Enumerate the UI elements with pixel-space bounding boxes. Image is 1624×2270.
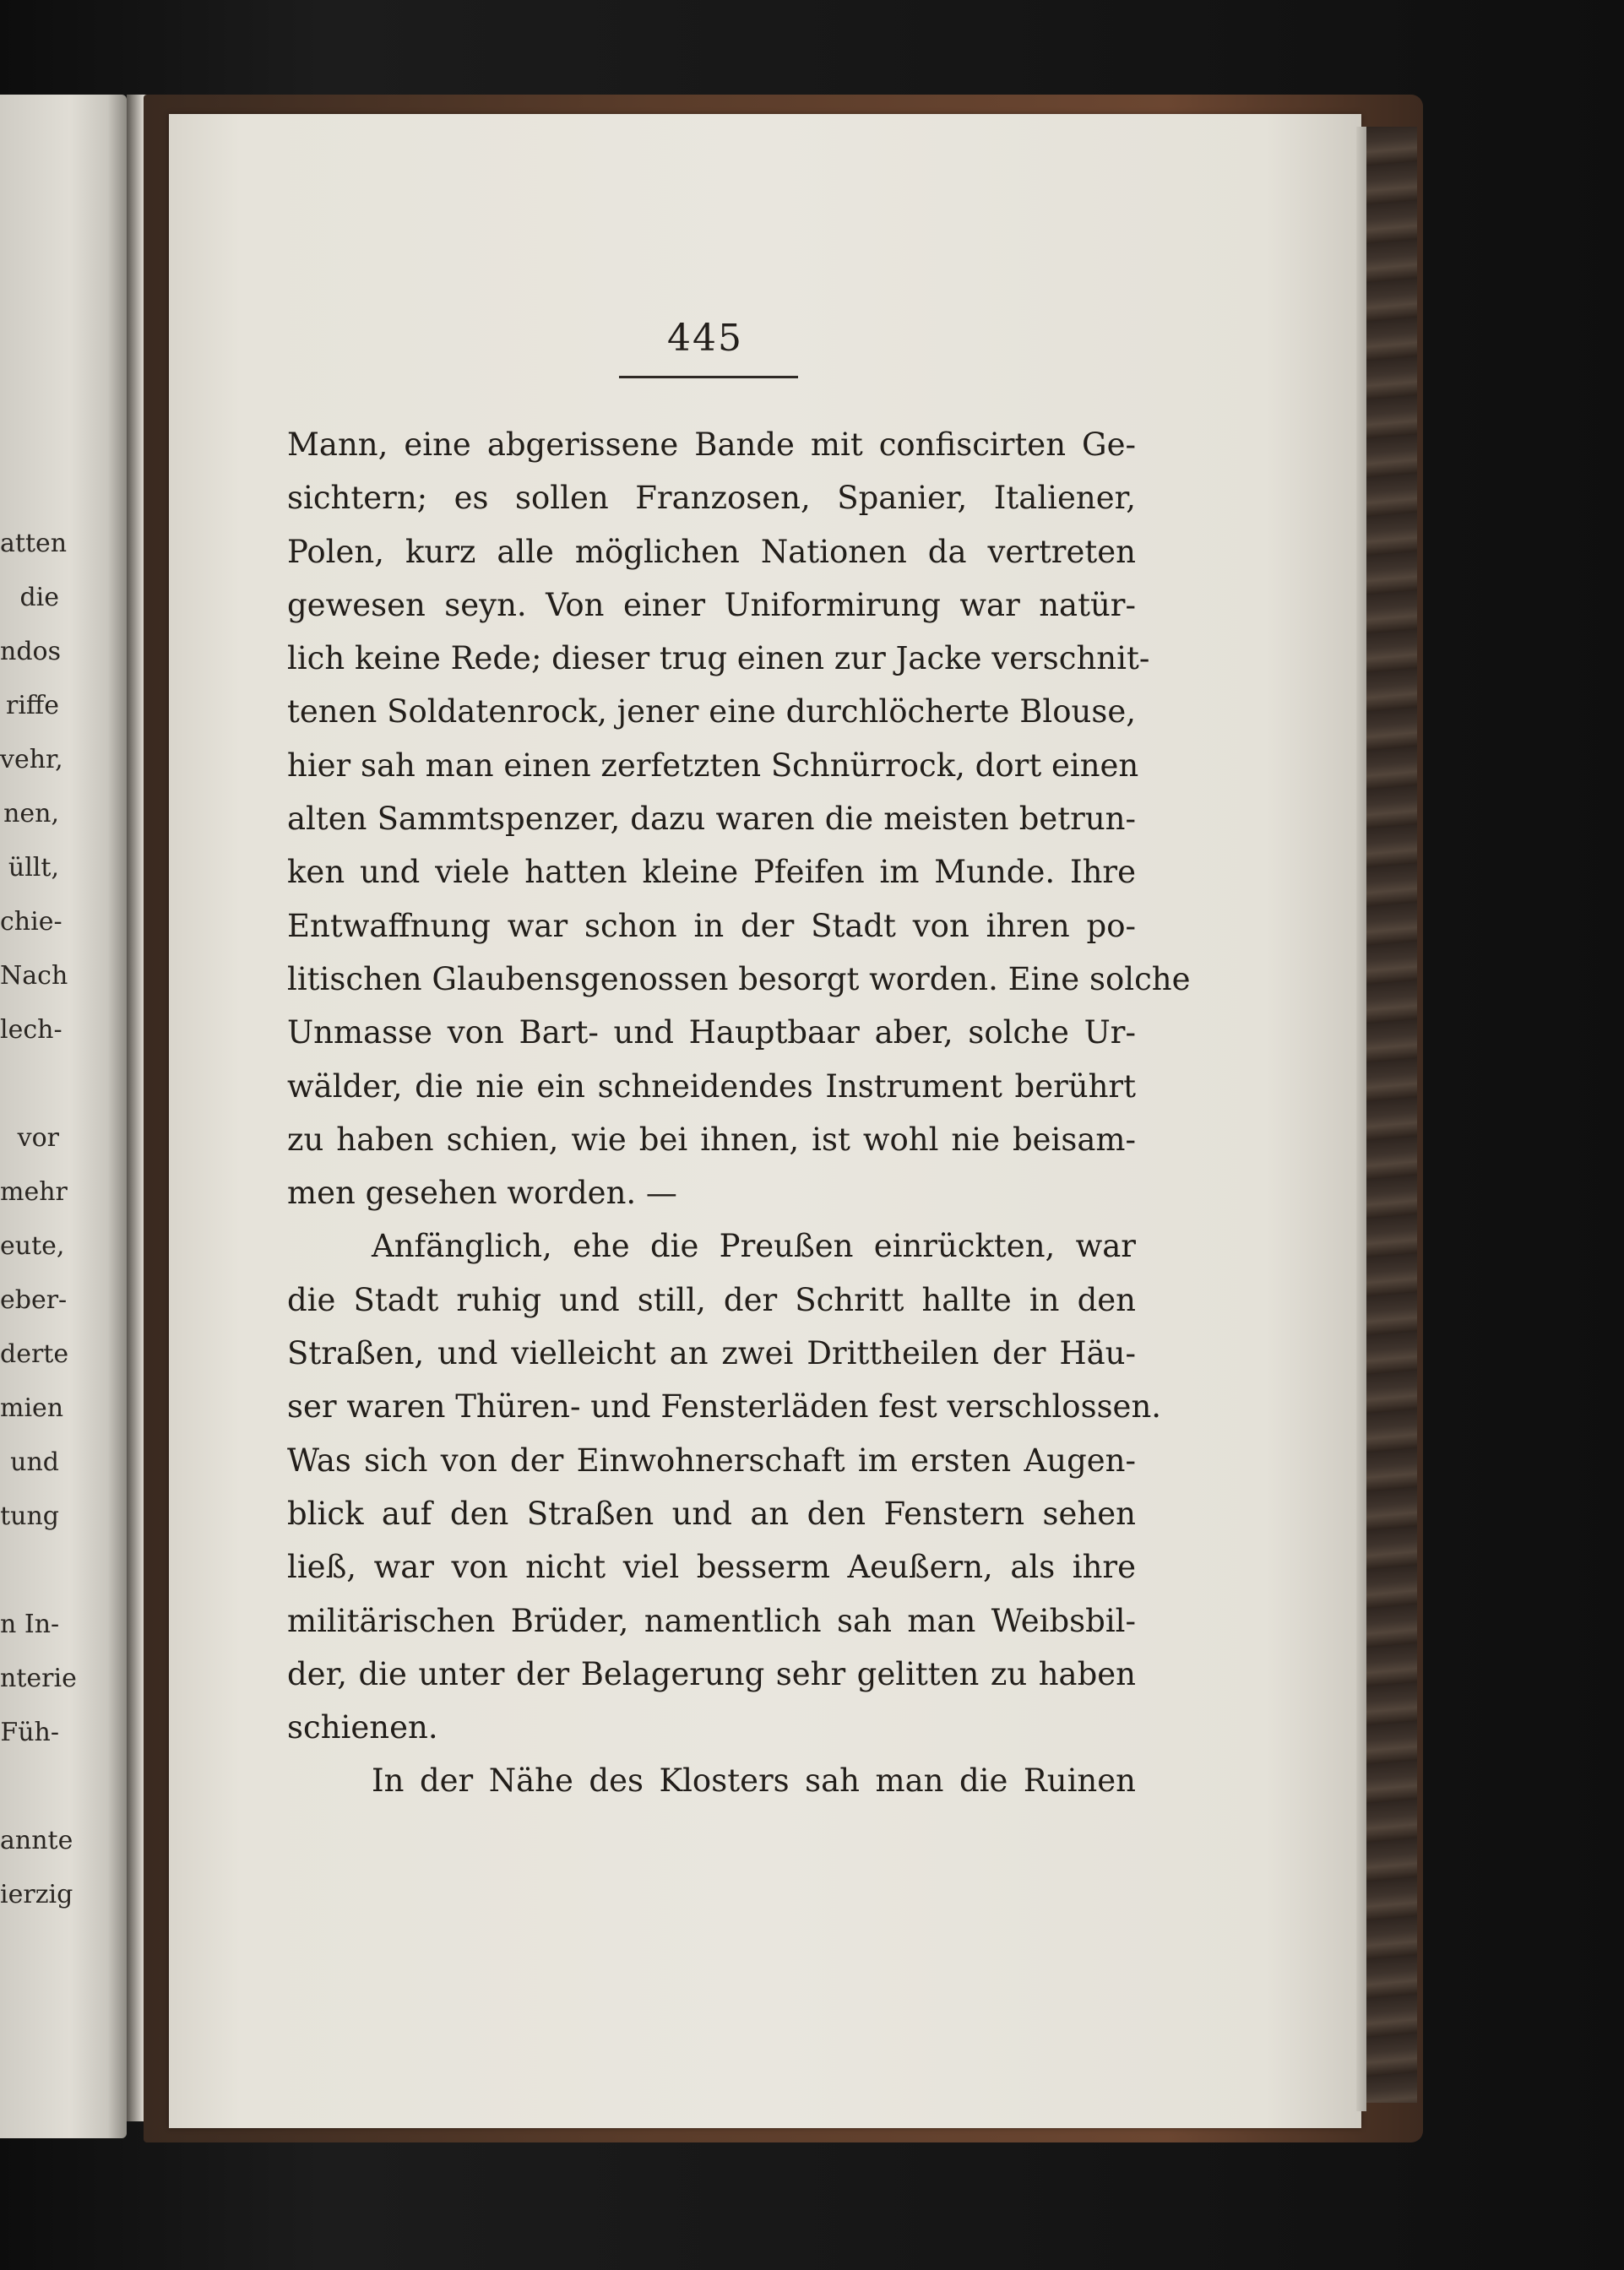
facing-page-fragment: die (19, 583, 59, 612)
page-stack-edge (1356, 127, 1366, 2111)
facing-page-fragment: vor (17, 1123, 59, 1153)
text-line: Unmasse von Bart- und Hauptbaar aber, solche Ur- (287, 1014, 1136, 1051)
facing-page-fragment: ndos (0, 637, 61, 666)
facing-page-fragment: üllt, (8, 853, 59, 882)
text-line: Was sich von der Einwohnerschaft im ersten Augen- (287, 1442, 1136, 1479)
text-line: der, die unter der Belagerung sehr gelitten zu haben (287, 1655, 1136, 1692)
body-text (287, 418, 1191, 1808)
text-line: sichtern; es sollen Franzosen, Spanier, Italiener, (287, 480, 1136, 517)
page-number: 445 (667, 317, 743, 360)
text-line: men gesehen worden. — (287, 1175, 677, 1212)
facing-page-fragment: und (10, 1447, 59, 1477)
text-line: lich keine Rede; dieser trug einen zur Jacke verschnit- (287, 640, 1150, 677)
facing-page-fragment: n In- (0, 1610, 60, 1639)
text-line: Polen, kurz alle möglichen Nationen da vertreten (287, 533, 1136, 570)
text-line: schienen. (287, 1709, 438, 1746)
text-line: litischen Glaubensgenossen besorgt worden. Eine solche (287, 960, 1191, 997)
facing-page-fragment: Füh- (0, 1718, 59, 1747)
facing-page-fragment: nen, (3, 799, 59, 828)
text-line: Mann, eine abgerissene Bande mit confiscirten Ge- (287, 426, 1136, 463)
facing-page-fragment: riffe (5, 691, 59, 720)
facing-page-fragment: ierzig (0, 1880, 73, 1909)
facing-page-fragment: lech- (0, 1015, 62, 1045)
text-line: tenen Soldatenrock, jener eine durchlöcherte Blouse, (287, 693, 1136, 730)
header-rule (619, 376, 798, 378)
text-line: Anfänglich, ehe die Preußen einrückten, war (372, 1228, 1136, 1265)
facing-page (0, 95, 127, 2138)
facing-page-fragment: Nach (0, 961, 68, 991)
facing-page-text (0, 517, 77, 1922)
facing-page-fragment (0, 1057, 59, 1111)
facing-page-fragment: eber- (0, 1285, 68, 1315)
facing-page-fragment: mien (0, 1393, 64, 1423)
facing-page-fragment: nterie (0, 1664, 77, 1693)
text-line: ließ, war von nicht viel besserm Aeußern, als ihre (287, 1549, 1136, 1586)
text-line: hier sah man einen zerfetzten Schnürrock, dort einen (287, 747, 1139, 784)
facing-page-fragment: tung (0, 1502, 59, 1531)
facing-page-fragment (0, 1760, 59, 1814)
text-line: zu haben schien, wie bei ihnen, ist wohl nie beisam- (287, 1121, 1136, 1158)
facing-page-fragment: atten (0, 529, 68, 558)
facing-page-fragment: derte (0, 1339, 69, 1369)
text-line: gewesen seyn. Von einer Uniformirung war natür- (287, 586, 1136, 623)
text-line: wälder, die nie ein schneidendes Instrument berührt (287, 1067, 1136, 1105)
text-line: militärischen Brüder, namentlich sah man Weibsbil- (287, 1602, 1136, 1639)
text-line: ken und viele hatten kleine Pfeifen im Munde. Ihre (287, 854, 1136, 891)
facing-page-fragment: eute, (0, 1231, 65, 1261)
facing-page-fragment (0, 1544, 59, 1598)
marbled-cover-edge (1366, 127, 1417, 2103)
text-line: Straßen, und vielleicht an zwei Drittheilen der Häu- (287, 1335, 1136, 1372)
text-line: blick auf den Straßen und an den Fenstern sehen (287, 1495, 1136, 1532)
text-line: alten Sammtspenzer, dazu waren die meisten betrun- (287, 801, 1136, 838)
facing-page-fragment: annte (0, 1826, 73, 1855)
text-line: die Stadt ruhig und still, der Schritt hallte in den (287, 1281, 1136, 1318)
facing-page-fragment: vehr, (0, 745, 63, 774)
facing-page-fragment: chie- (0, 907, 62, 937)
facing-page-fragment: mehr (0, 1177, 68, 1207)
text-line: In der Nähe des Klosters sah man die Ruinen (372, 1762, 1136, 1800)
text-line: Entwaffnung war schon in der Stadt von ihren po- (287, 907, 1136, 944)
text-line: ser waren Thüren- und Fensterläden fest verschlossen. (287, 1388, 1162, 1426)
